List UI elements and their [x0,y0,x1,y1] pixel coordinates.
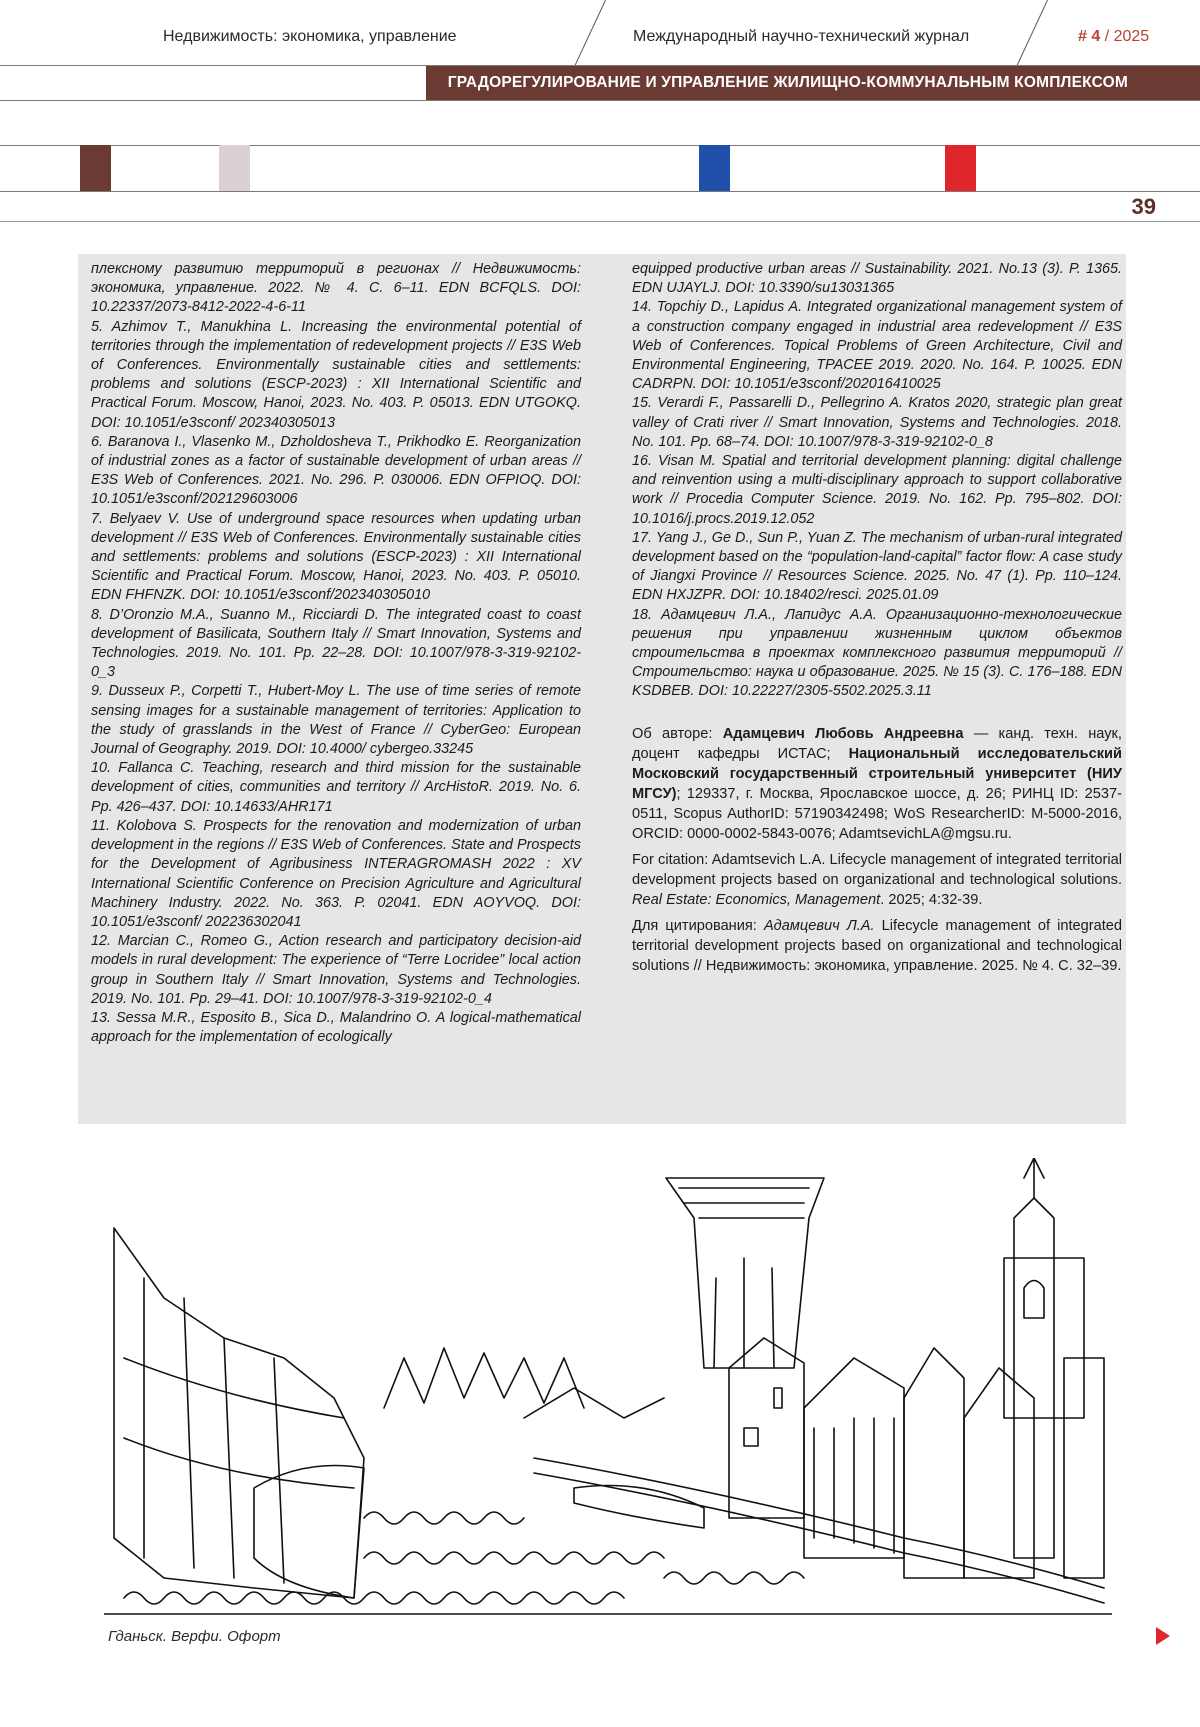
reference-item: 15. Verardi F., Passarelli D., Pellegrino A. Kratos 2020, strategic plan great valley of Crati river // Smart Innovation, Systems and Technologies. 2018. No. 101. Pp. 68–74. DOI: 10.1007/978-3-319-92102-0_8 [632,395,1122,450]
reference-item: 12. Marcian C., Romeo G., Action research and participatory decision-aid models in rural development: The experience of “Terre Locridee” local action group in Southern Italy // Smart Innovation, Systems and Technologies. 2019. No. 101. Pp. 29–41. DOI: 10.1007/978-3-319-92102-0_4 [91,933,581,1007]
citation-ru-author: Адамцевич Л.А. [763,917,875,934]
journal-title-center: Международный научно-технический журнал [633,28,970,45]
journal-title-left: Недвижимость: экономика, управление [163,28,457,45]
reference-item: 6. Baranova I., Vlasenko M., Dzholdosheva T., Prikhodko E. Reorganization of industrial zones as a factor of sustainable development of urban areas // E3S Web of Conferences. 2021. No. 296. P. 030006. EDN OFPIOQ. DOI: 10.1051/e3sconf/202129603006 [91,433,581,508]
reference-item: 11. Kolobova S. Prospects for the renovation and modernization of urban development in the regions // E3S Web of Conferences. State and Prospects for the Development of Agribusiness INTERAGROMASH 2022 : XV International Scientific Conference on Precision Agriculture and Agricultural Machinery Industry. 2022. No. 363. P. 02041. EDN AOYVOQ. DOI: 10.1051/e3sconf/ 202236302041 [91,817,581,930]
reference-item: 10. Fallanca C. Teaching, research and third mission for the sustainable development of cities, communities and territory // ArcHistoR. 2019. No. 6. Pp. 426–437. DOI: 10.14633/AHR171 [91,760,581,815]
reference-item: 7. Belyaev V. Use of underground space resources when updating urban development // E3S Web of Conferences. Environmentally sustainable cities and settlements: problems and solutions (ESCP-2023) : XII International Scientific and Practical Forum. Moscow, Hanoi, 2023. No. 403. P. 05010. EDN FHFNZK. DOI: 10.1051/e3sconf/202340305010 [91,510,581,604]
swatch-brown [80,145,111,191]
issue-number: # 4 [1078,28,1101,45]
citation-russian [632,916,1122,976]
citation-ru-prefix: Для цитирования: [632,917,764,934]
citation-ru-suffix: Lifecycle management of integrated territorial development projects based on organizational and technological solutions // Недвижимость: экономика, управление. 2025. № 4. С. 32–39. [632,917,1122,974]
references-panel [78,254,1126,1124]
reference-item: 16. Visan M. Spatial and territorial development planning: digital challenge and reinvention using a multi-disciplinary approach to support collaborative work // Procedia Computer Science. 2019. No. 162. Pp. 795–802. DOI: 10.1016/j.procs.2019.12.052 [632,453,1122,527]
header-rule-2 [0,100,1200,101]
citation-en-journal: Real Estate: Economics, Management [632,891,881,908]
about-author-prefix: Об авторе: [632,725,723,742]
reference-item: 14. Topchiy D., Lapidus A. Integrated organizational management system of a construction company engaged in industrial area redevelopment // E3S Web of Conferences. Topical Problems of Green Architecture, Civil and Environmental Engineering, TPACEE 2019. 2020. No. 164. P. 10025. EDN CADRPN. DOI: 10.1051/e3sconf/202016410025 [632,299,1122,393]
author-details: ; 129337, г. Москва, Ярославское шоссе, д. 26; РИНЦ ID: 2537-0511, Scopus AuthorID: 57190342498; WoS ResearcherID: M-5000-2016, ORCID: 0000-0002-5843-0076; AdamtsevichLA@mgsu.ru. [632,785,1122,842]
references-left-column [91,260,581,1047]
issue-year: / 2025 [1104,28,1150,45]
swatch-lilac [219,145,250,191]
reference-item: 13. Sessa M.R., Esposito B., Sica D., Malandrino O. A logical-mathematical approach for the implementation of ecologically [91,1009,581,1046]
gdansk-shipyard-etching [104,1158,1112,1616]
reference-item: 9. Dusseux P., Corpetti T., Hubert-Moy L. The use of time series of remote sensing images for a sustainable management of territories: Application to the study of grasslands in the West of France // CyberGeo: European Journal of Geography. 2019. DOI: 10.4000/ cybergeo.33245 [91,683,581,758]
reference-item: 17. Yang J., Ge D., Sun P., Yuan Z. The mechanism of urban-rural integrated development based on the “population-land-capital” factor flow: A case study of Jiangxi Province // Resources Science. 2025. No. 47 (1). Pp. 110–124. EDN HXJZPR. DOI: 10.18402/resci. 2025.01.09 [632,529,1122,604]
header-divider-1 [571,0,606,73]
author-position: — канд. техн. наук, доцент кафедры ИСТАС; [632,725,1122,762]
reference-item: 8. D’Oronzio M.A., Suanno M., Ricciardi D. The integrated coast to coast development of Basilicata, Southern Italy // Smart Innovation, Systems and Technologies. 2019. No. 101. Pp. 22–28. DOI: 10.1007/978-3-319-92102-0_3 [91,606,581,681]
author-university: Национальный исследовательский Московский государственный строительный университет (НИУ МГСУ) [632,745,1122,802]
reference-item: 5. Azhimov T., Manukhina L. Increasing the environmental potential of territories through the implementation of redevelopment projects // E3S Web of Conferences. Environmentally sustainable cities and settlements: problems and solutions (ESCP-2023) : XII International Scientific and Practical Forum. Moscow, Hanoi, 2023. No. 403. P. 05013. EDN UTGOKQ. DOI: 10.1051/e3sconf/ 202340305013 [91,318,581,431]
author-name: Адамцевич Любовь Андреевна [722,725,964,742]
header-rule-4 [0,191,1200,192]
swatch-blue [699,145,730,191]
header-rule-5 [0,221,1200,222]
header-divider-2 [1013,0,1048,73]
about-author [632,724,1122,844]
citation-en-prefix: For citation: Adamtsevich L.A. Lifecycle management of integrated territorial development projects based on organizational and technological solutions. [632,851,1122,888]
section-banner: ГРАДОРЕГУЛИРОВАНИЕ И УПРАВЛЕНИЕ ЖИЛИЩНО-КОММУНАЛЬНЫМ КОМПЛЕКСОМ [426,66,1200,100]
reference-item: плексному развитию территорий в регионах // Недвижимость: экономика, управление. 2022. № 4. С. 6–11. EDN BCFQLS. DOI: 10.22337/2073-8412-2022-4-6-11 [91,261,581,316]
header-rule-3 [0,145,1200,146]
reference-item: 18. Адамцевич Л.А., Лапидус А.А. Организационно-технологические решения при управлении жизненным циклом объектов строительства в проектах комплексного развития территорий // Строительство: наука и образование. 2025. № 15 (3). С. 176–188. EDN KSDBEB. DOI: 10.22227/2305-5502.2025.3.11 [632,606,1122,700]
citation-en-suffix: . 2025; 4:32-39. [880,891,983,908]
reference-item: equipped productive urban areas // Sustainability. 2021. No.13 (3). P. 1365. EDN UJAYLJ. DOI: 10.3390/su13031365 [632,261,1122,297]
issue-info [1078,28,1149,46]
page-number: 39 [1131,194,1156,219]
references-right-column [632,260,1122,976]
swatch-red [945,145,976,191]
illustration-caption: Гданьск. Верфи. Офорт [108,1628,281,1645]
next-page-arrow-icon[interactable] [1156,1627,1170,1645]
citation-english [632,850,1122,910]
